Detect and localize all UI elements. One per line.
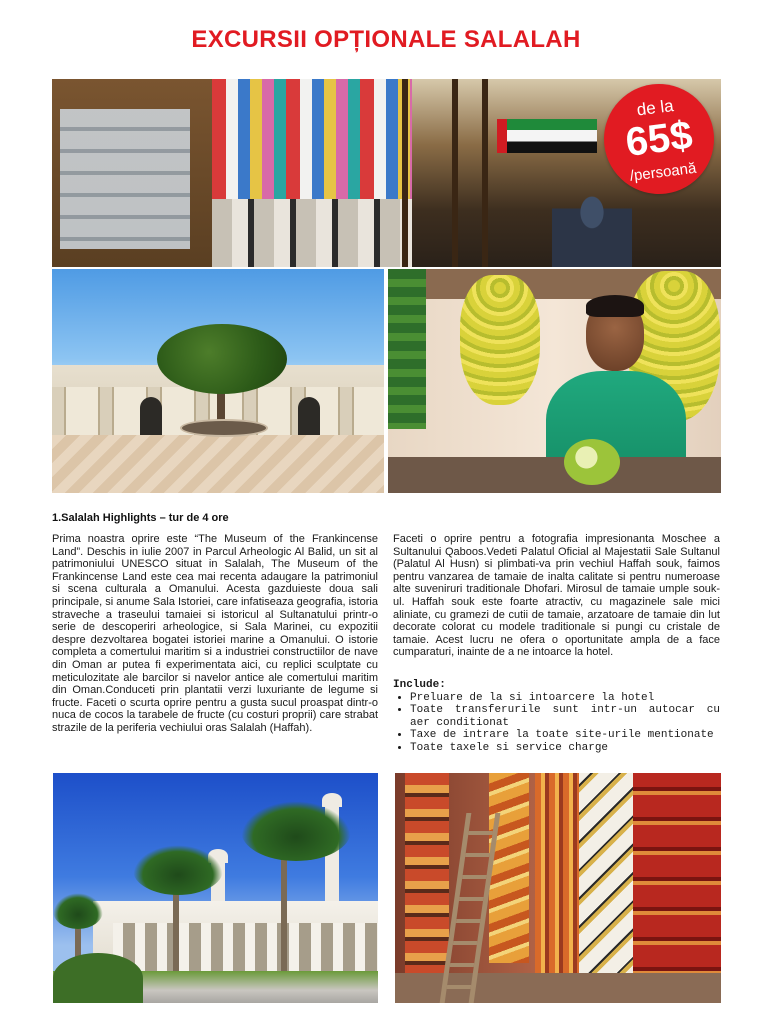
tour-description-right-text: Faceti o oprire pentru a fotografia impresionanta Moschee a Sultanului Qaboos.Vedeti Palatul Oficial al Majestatii Sale Sultanul (Palatul Al Husn) si plimbati-va prin vechiul Haffah souk, faimos pentru vanzarea de tamaie de inalta calitate si pentru numeroase alte suveniruri traditionale Dhofari. Mirosul de tamaie umple souk-ul. Haffah souk este foarte atractiv, cu magazinele sale mici aliniate, cu gramezi de cutii de tamaie, arzatoare de tamaie din lut decorate colorat cu modele traditionale si pungi cu cristale de tamaie. Acest lucru ne ofera o oportunitate ampla de a face cumparaturi, inainte de a ne intoarce la hotel. [393, 533, 720, 659]
price-value: 65$ [623, 113, 695, 165]
museum-courtyard-photo [52, 269, 384, 493]
tour-title: 1.Salalah Highlights – tur de 4 ore [52, 512, 229, 524]
list-item: • Taxe de intrare la toate site-urile mentionate [410, 729, 720, 742]
tour-description-right [393, 533, 720, 755]
page-title: EXCURSII OPȚIONALE SALALAH [191, 26, 581, 53]
carpets-photo [395, 773, 721, 1003]
price-suffix: /persoană [628, 159, 698, 185]
price-prefix: de la [635, 96, 675, 120]
list-item: • Toate taxele si service charge [410, 742, 720, 755]
includes-list [393, 692, 720, 755]
tour-description-left: Prima noastra oprire este “The Museum of the Frankincense Land”. Deschis in iulie 2007 in Parcul Arheologic Al Balid, un sit al patrimoniului UNESCO situat in Salalah, The Museum of the Frankincense Land este cea mai recenta adaugare la patrimoniul si scena culturala a Omanului. Acesta gazduieste doua sali principale, si anume Sala Istoriei, care infatiseaza geografia, istoria straveche a traseului tamaiei si istoricul al Sultanatului printr-o serie de descoperiri arheologice, si Sala Marinei, cu expozitii despre dezvoltarea bogatei istoriei marine a Omanului. O istorie completa a comertului maritim si a industriei constructiilor de nave din Oman ar putea fi experimentata aici, cu replici sculptate cu meticulozitate ale barcilor si navelor antice ale comertului maritim din Oman.Conduceti prin plantatii verzi luxuriante de legume si fructe. Faceti o scurta oprire pentru a gusta sucul proaspat dintr-o nuca de cocos la tarabele de fructe (cu costuri proprii) care strabat strazile de la periferia vechiului oras Salalah (Haffah). [52, 533, 378, 734]
list-item: • Toate transferurile sunt intr-un autocar cu aer conditionat [410, 704, 720, 729]
mosque-photo [53, 773, 378, 1003]
banana-vendor-photo [388, 269, 721, 493]
includes-title: Include: [393, 678, 446, 691]
list-item: • Preluare de la si intoarcere la hotel [410, 692, 720, 705]
